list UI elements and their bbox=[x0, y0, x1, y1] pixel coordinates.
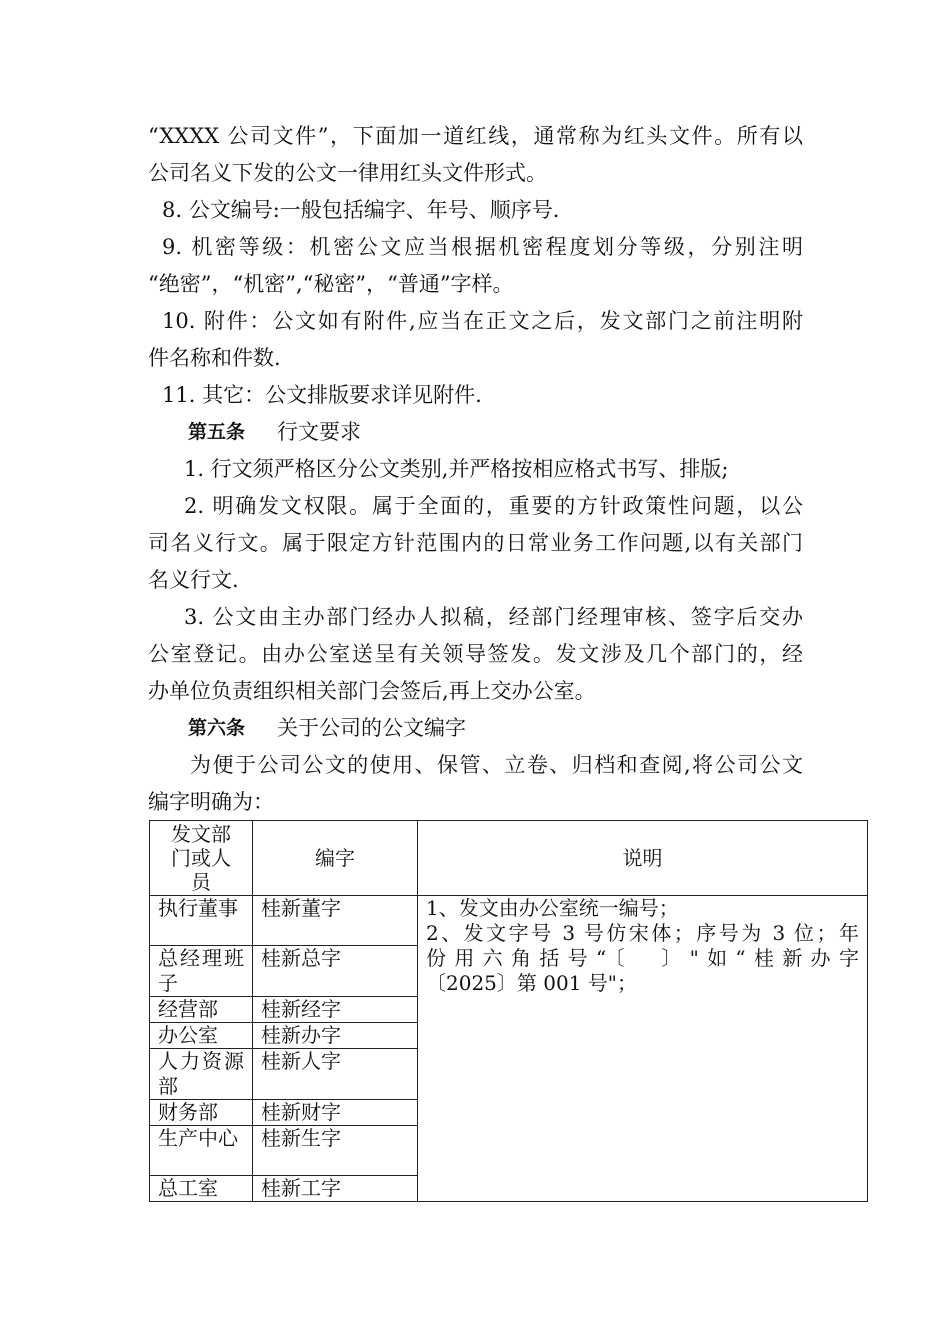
body-line: 3. 公文由主办部门经办人拟稿，经部门经理审核、签字后交办 bbox=[184, 605, 803, 629]
table-header-row bbox=[150, 821, 868, 896]
column-header-dept: 发文部门或人员 bbox=[150, 821, 253, 896]
dept-text: 总工室 bbox=[158, 1176, 218, 1200]
dept-text: 执行董事 bbox=[158, 896, 238, 920]
code-cell: 桂新生字 bbox=[253, 1126, 418, 1176]
dept-text: 生产中心 bbox=[158, 1126, 238, 1150]
note-line: 1、发文由办公室统一编号； bbox=[426, 896, 679, 920]
document-code-table bbox=[149, 820, 868, 1202]
code-cell: 桂新财字 bbox=[253, 1100, 418, 1126]
dept-text: 人力资源部 bbox=[158, 1049, 244, 1098]
code-cell: 桂新董字 bbox=[253, 896, 418, 946]
body-line: “XXXX 公司文件”，下面加一道红线，通常称为红头文件。所有以 bbox=[148, 124, 803, 148]
body-line: 1. 行文须严格区分公文类别,并严格按相应格式书写、排版; bbox=[184, 457, 729, 481]
dept-cell bbox=[150, 997, 253, 1023]
code-cell: 桂新总字 bbox=[253, 946, 418, 997]
dept-text: 总经理班子 bbox=[158, 946, 244, 995]
column-header-note: 说明 bbox=[418, 821, 868, 896]
body-line: 编字明确为： bbox=[148, 790, 274, 814]
body-line: 办单位负责组织相关部门会签后,再上交办公室。 bbox=[148, 679, 596, 703]
body-line: 公司名义下发的公文一律用红头文件形式。 bbox=[148, 161, 547, 185]
dept-text: 财务部 bbox=[158, 1100, 218, 1124]
article-label: 第五条 bbox=[188, 421, 246, 443]
column-header-code: 编字 bbox=[253, 821, 418, 896]
dept-cell bbox=[150, 946, 253, 997]
body-line: 为便于公司公文的使用、保管、立卷、归档和查阅,将公司公文 bbox=[190, 753, 803, 777]
note-cell bbox=[418, 896, 868, 1202]
note-line: 份用六角括号“〔 〕"如“桂新办字 bbox=[426, 946, 859, 970]
code-cell: 桂新人字 bbox=[253, 1049, 418, 1100]
body-line: “绝密”，“机密”,“秘密”，“普通”字样。 bbox=[148, 272, 514, 296]
dept-cell bbox=[150, 1176, 253, 1202]
note-line: 〔2025〕第 001 号"； bbox=[426, 971, 637, 995]
code-cell: 桂新经字 bbox=[253, 997, 418, 1023]
dept-cell bbox=[150, 896, 253, 946]
body-line: 8. 公文编号:一般包括编字、年号、顺序号. bbox=[162, 198, 560, 222]
code-cell: 桂新工字 bbox=[253, 1176, 418, 1202]
dept-cell bbox=[150, 1023, 253, 1049]
body-line: 11. 其它：公文排版要求详见附件. bbox=[162, 383, 482, 407]
dept-text: 经营部 bbox=[158, 997, 218, 1021]
dept-cell bbox=[150, 1100, 253, 1126]
article-title: 行文要求 bbox=[277, 420, 361, 444]
article-title: 关于公司的公文编字 bbox=[277, 716, 466, 740]
body-line: 9. 机密等级：机密公文应当根据机密程度划分等级，分别注明 bbox=[162, 235, 803, 259]
article-label: 第六条 bbox=[188, 717, 246, 739]
table-row bbox=[150, 896, 868, 946]
dept-cell bbox=[150, 1126, 253, 1176]
body-line: 2. 明确发文权限。属于全面的，重要的方针政策性问题，以公 bbox=[184, 494, 803, 518]
body-line: 10. 附件：公文如有附件,应当在正文之后，发文部门之前注明附 bbox=[162, 309, 803, 333]
dept-text: 办公室 bbox=[158, 1023, 218, 1047]
code-cell: 桂新办字 bbox=[253, 1023, 418, 1049]
dept-cell bbox=[150, 1049, 253, 1100]
body-line: 件名称和件数. bbox=[148, 346, 281, 370]
body-line: 公室登记。由办公室送呈有关领导签发。发文涉及几个部门的，经 bbox=[148, 642, 803, 666]
body-line: 名义行文. bbox=[148, 568, 239, 592]
body-line: 司名义行文。属于限定方针范围内的日常业务工作问题,以有关部门 bbox=[148, 531, 803, 555]
note-line: 2、发文字号 3 号仿宋体；序号为 3 位；年 bbox=[426, 921, 859, 945]
